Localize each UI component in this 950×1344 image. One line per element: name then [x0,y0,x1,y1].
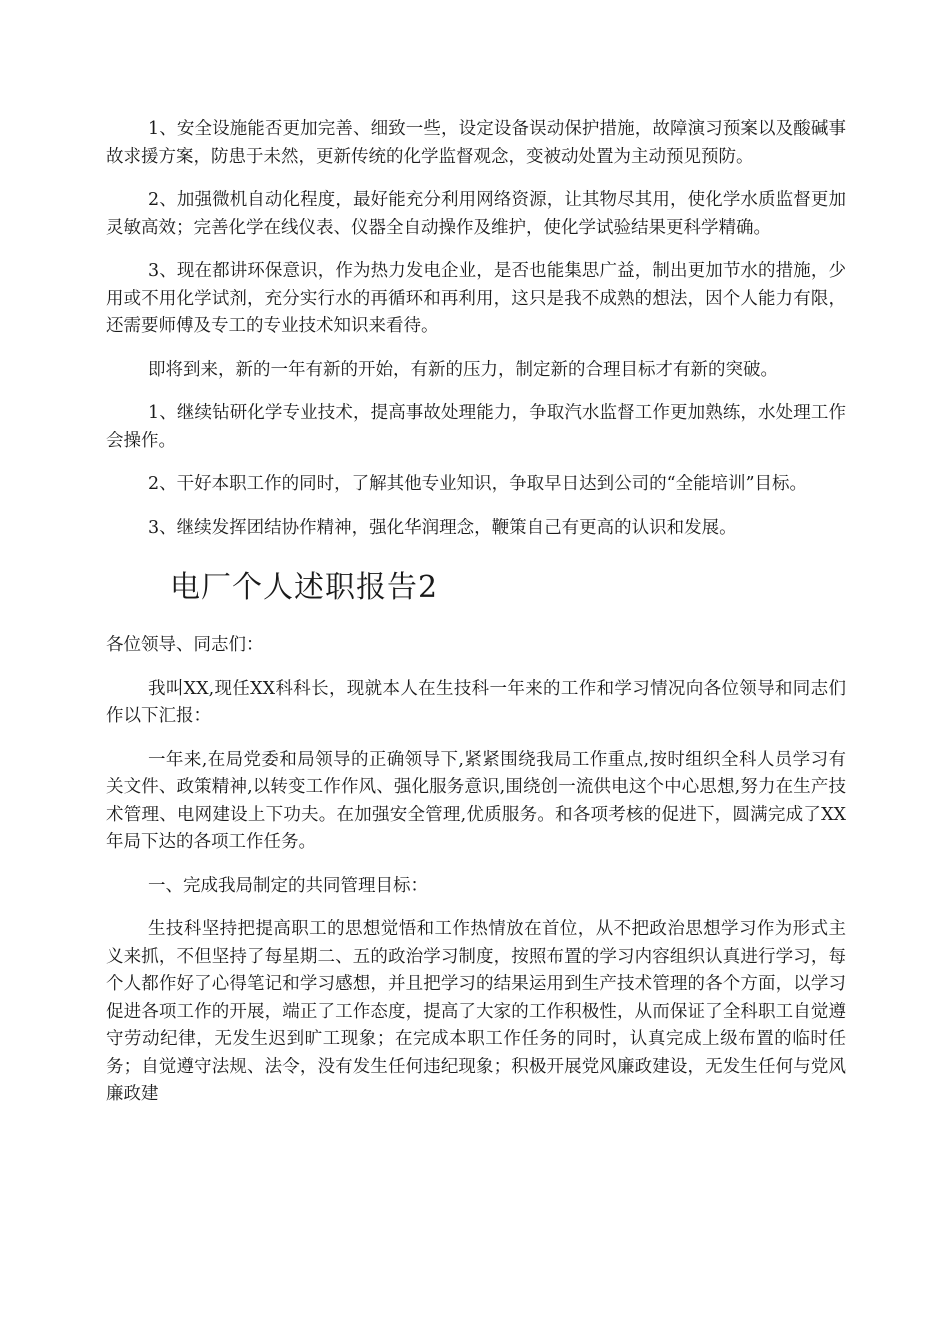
salutation: 各位领导、同志们： [106,635,264,655]
paragraph-section-heading: 一、完成我局制定的共同管理目标： [148,875,428,896]
report-title: 电厂个人述职报告2 [170,570,439,605]
paragraph-new-year: 即将到来，新的一年有新的开始，有新的压力，制定新的合理目标才有新的突破。 [148,359,778,380]
paragraph-automation: 2、加强微机自动化程度，最好能充分利用网络资源，让其物尽其用，使化学水质监督更加灵敏高效；完善化学在线仪表、仪器全自动操作及维护，使化学试验结果更科学精确。 [106,190,846,238]
paragraph-political-study: 生技科坚持把提高职工的思想觉悟和工作热情放在首位，从不把政治思想学习作为形式主义来抓，不但坚持了每星期二、五的政治学习制度，按照布置的学习内容组织认真进行学习，每个人都作好了心得笔记和学习感想，并且把学习的结果运用到生产技术管理的各个方面，以学习促进各项工作的开展，端正了工作态度，提高了大家的工作积极性，从而保证了全科职工自觉遵守劳动纪律，无发生迟到旷工现象；在完成本职工作任务的同时，认真完成上级布置的临时任务；自觉遵守法规、法令，没有发生任何违纪现象；积极开展党风廉政建设，无发生任何与党风廉政建 [106,919,846,1104]
paragraph-goal-3: 3、继续发挥团结协作精神，强化华润理念，鞭策自己有更高的认识和发展。 [148,517,737,538]
document-page [106,116,846,1109]
paragraph-safety-facilities: 1、安全设施能否更加完善、细致一些，设定设备误动保护措施，故障演习预案以及酸碱事故求援方案，防患于未然，更新传统的化学监督观念，变被动处置为主动预见预防。 [106,119,846,167]
paragraph-introduction: 我叫XX,现任XX科科长，现就本人在生技科一年来的工作和学习情况向各位领导和同志们作以下汇报： [106,678,846,726]
paragraph-environmental: 3、现在都讲环保意识，作为热力发电企业，是否也能集思广益，制出更加节水的措施，少用或不用化学试剂，充分实行水的再循环和再利用，这只是我不成熟的想法，因个人能力有限，还需要师傅及专工的专业技术知识来看待。 [106,261,846,336]
paragraph-year-summary: 一年来,在局党委和局领导的正确领导下,紧紧围绕我局工作重点,按时组织全科人员学习有关文件、政策精神,以转变工作作风、强化服务意识,围绕创一流供电这个中心思想,努力在生产技术管理、电网建设上下功夫。在加强安全管理,优质服务。和各项考核的促进下，圆满完成了XX年局下达的各项工作任务。 [106,749,846,852]
paragraph-goal-1: 1、继续钻研化学专业技术，提高事故处理能力，争取汽水监督工作更加熟练，水处理工作会操作。 [106,403,846,451]
paragraph-goal-2: 2、干好本职工作的同时，了解其他专业知识，争取早日达到公司的“全能培训”目标。 [148,474,808,494]
